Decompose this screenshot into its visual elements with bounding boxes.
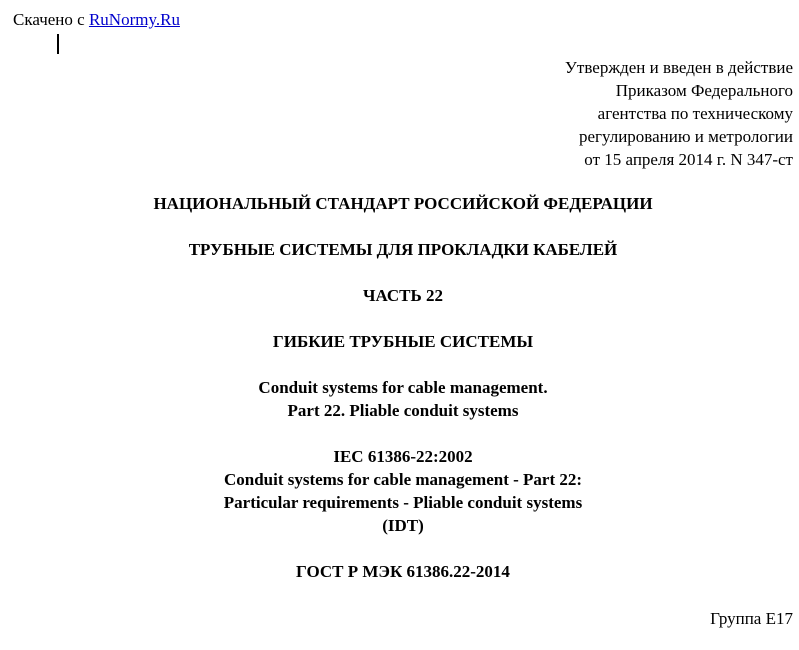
- document-part-text: ЧАСТЬ 22: [362, 286, 443, 305]
- approval-line: регулированию и метрологии: [578, 127, 793, 146]
- document-title-en: [0, 376, 799, 422]
- national-standard-title: [0, 192, 799, 215]
- approval-block: [565, 56, 793, 171]
- iec-degree: (IDT): [382, 516, 424, 535]
- approval-line: от 15 апреля 2014 г. N 347-ст: [584, 150, 793, 169]
- document-subtitle-ru: [0, 330, 799, 353]
- iec-title-line: Particular requirements - Pliable conduit systems: [223, 493, 583, 512]
- gost-number-text: ГОСТ Р МЭК 61386.22-2014: [296, 562, 510, 581]
- source-line: [13, 9, 180, 31]
- text-cursor: [57, 34, 59, 54]
- document-title-en-line: Conduit systems for cable management.: [258, 378, 548, 397]
- approval-line: Утвержден и введен в действие: [564, 58, 793, 77]
- approval-line: Приказом Федерального: [615, 81, 793, 100]
- document-title-ru: [0, 238, 799, 261]
- gost-number: [0, 560, 799, 583]
- document-part: [0, 284, 799, 307]
- iec-title-line: Conduit systems for cable management - Part 22:: [223, 470, 583, 489]
- classification-group: Группа Е17: [710, 609, 793, 628]
- source-link[interactable]: RuNormy.Ru: [88, 10, 180, 29]
- iec-number: IEC 61386-22:2002: [333, 447, 473, 466]
- document-subtitle-ru-text: ГИБКИЕ ТРУБНЫЕ СИСТЕМЫ: [272, 332, 534, 351]
- document-title-ru-text: ТРУБНЫЕ СИСТЕМЫ ДЛЯ ПРОКЛАДКИ КАБЕЛЕЙ: [188, 240, 618, 259]
- national-standard-title-text: НАЦИОНАЛЬНЫЙ СТАНДАРТ РОССИЙСКОЙ ФЕДЕРАЦИИ: [153, 194, 653, 213]
- approval-line: агентства по техническому: [597, 104, 793, 123]
- iec-reference: [0, 445, 799, 537]
- document-title-en-line: Part 22. Pliable conduit systems: [287, 401, 519, 420]
- source-prefix: Скачено с: [13, 10, 85, 29]
